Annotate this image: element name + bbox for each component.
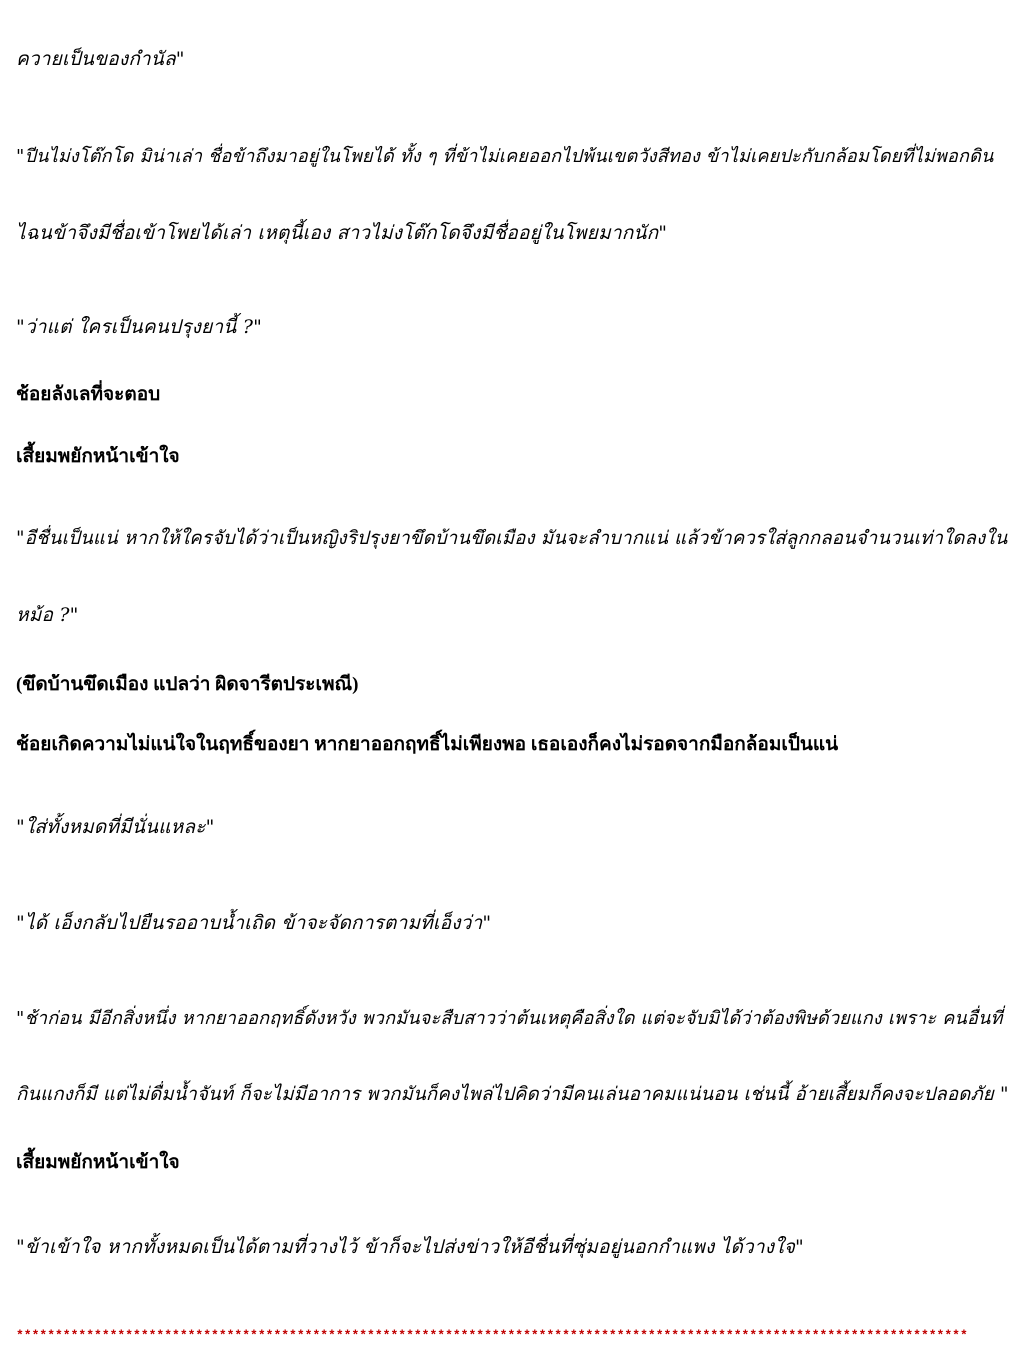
text-line-8: "ได้ เอ็งกลับไปยืนรออาบน้ำเถิด ข้าจะจัดการตามที่เอ็งว่า": [16, 912, 492, 934]
text-line-3: ไฉนข้าจึงมีชื่อเข้าโพยได้เล่า เหตุนี้เอง สาวไม่งโต๊กโดจึงมีชื่ออยู่ในโพยมากนัก": [16, 222, 668, 244]
footnote: (ขึดบ้านขึดเมือง แปลว่า ผิดจารีตประเพณี): [16, 674, 359, 695]
text-line-2: "ปีนไม่งโต๊กโด มิน่าเล่า ชื่อข้าถึงมาอยู่ในโพยได้ ทั้ง ๆ ที่ข้าไม่เคยออกไปพ้นเขตวังสีทอง ข้าไม่เคยปะกับกล้อมโดยที่ไม่พอกดิน: [16, 146, 994, 167]
text-line-11: "ข้าเข้าใจ หากทั้งหมดเป็นได้ตามที่วางไว้ ข้าก็จะไปส่งข่าวให้อีชื่นที่ซุ่มอยู่นอกกำแพง ได้วางใจ": [16, 1236, 804, 1258]
text-line-9: "ช้าก่อน มีอีกสิ่งหนึ่ง หากยาออกฤทธิ์ดังหวัง พวกมันจะสืบสาวว่าต้นเหตุคือสิ่งใด แต่จะจับมิได้ว่าต้องพิษด้วยแกง เพราะ คนอื่นที่: [16, 1008, 1003, 1029]
narration-3: ช้อยเกิดความไม่แน่ใจในฤทธิ์ของยา หากยาออกฤทธิ์ไม่เพียงพอ เธอเองก็คงไม่รอดจากมือกล้อมเป็นแน่: [16, 734, 839, 755]
text-line-1: ควายเป็นของกำนัล": [16, 48, 185, 70]
text-line-10: กินแกงก็มี แต่ไม่ดื่มน้ำจันท์ ก็จะไม่มีอาการ พวกมันก็คงไพล่ไปคิดว่ามีคนเล่นอาคมแน่นอน เช่นนี้ อ้ายเสี้ยมก็คงจะปลอดภัย ": [16, 1084, 1009, 1105]
narration-4: เสี้ยมพยักหน้าเข้าใจ: [16, 1152, 180, 1173]
text-line-6: หม้อ ?": [16, 604, 79, 626]
text-line-7: "ใส่ทั้งหมดที่มีนั่นแหละ": [16, 816, 215, 838]
text-line-5: "อีชื่นเป็นแน่ หากให้ใครจับได้ว่าเป็นหญิงริปรุงยาขึดบ้านขึดเมือง มันจะลำบากแน่ แล้วข้าควรใส่ลูกกลอนจำนวนเท่าใดลงใน: [16, 528, 1008, 549]
text-line-4: "ว่าแต่ ใครเป็นคนปรุงยานี้ ?": [16, 316, 263, 338]
section-divider: **************************************************************************************************************************: [16, 1328, 968, 1343]
narration-1: ช้อยลังเลที่จะตอบ: [16, 384, 161, 405]
narration-2: เสี้ยมพยักหน้าเข้าใจ: [16, 446, 180, 467]
